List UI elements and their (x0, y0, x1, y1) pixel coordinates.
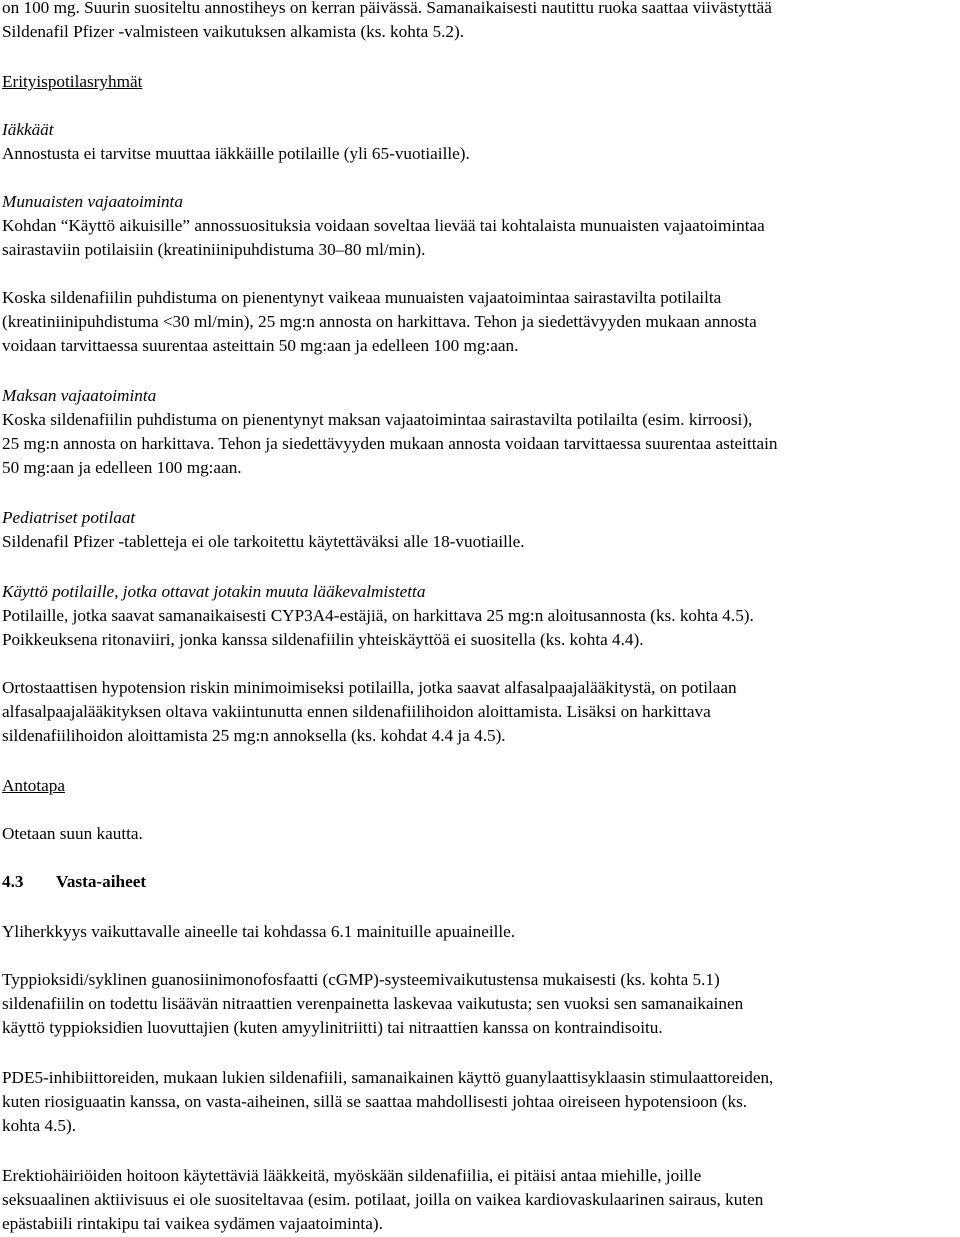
other-meds-para2-line: alfasalpaajalääkityksen oltava vakiintunutta ennen sildenafiilihoidon aloittamista. Lisäksi on harkittava (2, 702, 711, 721)
section-heading (2, 870, 146, 894)
contra-para3-line: PDE5-inhibiittoreiden, mukaan lukien sildenafiili, samanaikainen käyttö guanylaattisyklaasin stimulaattoreiden, (2, 1068, 774, 1087)
elderly-text: Annostusta ei tarvitse muuttaa iäkkäille potilaille (yli 65-vuotiaille). (2, 144, 470, 163)
other-meds-para1-line: Poikkeuksena ritonaviiri, jonka kanssa sildenafiilin yhteiskäyttöä ei suositella (ks. kohta 4.4). (2, 630, 644, 649)
renal-para2-line: Koska sildenafiilin puhdistuma on pienentynyt vaikeaa munuaisten vajaatoimintaa sairastavilta potilailta (2, 288, 722, 307)
contra-para3-line: kuten riosiguaatin kanssa, on vasta-aiheinen, sillä se saattaa mahdollisesti johtaa oireiseen hypotensioon (ks. (2, 1092, 748, 1111)
administration-text: Otetaan suun kautta. (2, 824, 143, 843)
section-title: Vasta-aiheet (56, 872, 147, 891)
administration-heading: Antotapa (2, 776, 66, 795)
other-meds-para2-line: Ortostaattisen hypotension riskin minimoimiseksi potilailla, jotka saavat alfasalpaajalääkitystä, on potilaan (2, 678, 737, 697)
other-meds-heading: Käyttö potilaille, jotka ottavat jotakin muuta lääkevalmistetta (2, 582, 426, 601)
hepatic-line: 25 mg:n annosta on harkittava. Tehon ja siedettävyyden mukaan annosta voidaan tarvittaessa suurentaa asteittain (2, 434, 778, 453)
other-meds-para2-line: sildenafiilihoidon aloittamista 25 mg:n annoksella (ks. kohdat 4.4 ja 4.5). (2, 726, 506, 745)
hepatic-heading: Maksan vajaatoiminta (2, 386, 157, 405)
renal-para1-line: sairastaviin potilaisiin (kreatiniinipuhdistuma 30–80 ml/min). (2, 240, 426, 259)
hepatic-line: Koska sildenafiilin puhdistuma on pienentynyt maksan vajaatoimintaa sairastavilta potilailta (esim. kirroosi), (2, 410, 753, 429)
contra-para3-line: kohta 4.5). (2, 1116, 76, 1135)
renal-para2-line: (kreatiniinipuhdistuma <30 ml/min), 25 mg:n annosta on harkittava. Tehon ja siedettävyyden mukaan annosta (2, 312, 757, 331)
hepatic-line: 50 mg:aan ja edelleen 100 mg:aan. (2, 458, 242, 477)
special-groups-heading: Erityispotilasryhmät (2, 72, 143, 91)
contra-para2-line: käyttö typpioksidien luovuttajien (kuten amyylinitriitti) tai nitraattien kanssa on kontraindisoitu. (2, 1018, 663, 1037)
renal-heading: Munuaisten vajaatoiminta (2, 192, 183, 211)
contra-para4-line: epästabiili rintakipu tai vaikea sydämen vajaatoiminta). (2, 1214, 383, 1233)
intro-line: on 100 mg. Suurin suositeltu annostiheys on kerran päivässä. Samanaikaisesti nautittu ruoka saattaa viivästyttää (2, 0, 772, 17)
section-number: 4.3 (2, 872, 24, 891)
contra-para2-line: Typpioksidi/syklinen guanosiinimonofosfaatti (cGMP)-systeemivaikutustensa mukaisesti (ks. kohta 5.1) (2, 970, 720, 989)
other-meds-para1-line: Potilaille, jotka saavat samanaikaisesti CYP3A4-estäjiä, on harkittava 25 mg:n aloitusannosta (ks. kohta 4.5). (2, 606, 754, 625)
contra-para4-line: Erektiohäiriöiden hoitoon käytettäviä lääkkeitä, myöskään sildenafiilia, ei pitäisi antaa miehille, joille (2, 1166, 702, 1185)
contra-para4-line: seksuaalinen aktiivisuus ei ole suositeltavaa (esim. potilaat, joilla on vaikea kardiovaskulaarinen sairaus, kuten (2, 1190, 764, 1209)
pediatric-heading: Pediatriset potilaat (2, 508, 136, 527)
intro-line: Sildenafil Pfizer -valmisteen vaikutuksen alkamista (ks. kohta 5.2). (2, 22, 465, 41)
pediatric-text: Sildenafil Pfizer -tabletteja ei ole tarkoitettu käytettäväksi alle 18-vuotiaille. (2, 532, 525, 551)
contra-para2-line: sildenafiilin on todettu lisäävän nitraattien verenpainetta laskevaa vaikutusta; sen vuoksi sen samanaikainen (2, 994, 744, 1013)
renal-para1-line: Kohdan “Käyttö aikuisille” annossuosituksia voidaan soveltaa lievää tai kohtalaista munuaisten vajaatoimintaa (2, 216, 765, 235)
contra-para1-line: Yliherkkyys vaikuttavalle aineelle tai kohdassa 6.1 mainituille apuaineille. (2, 922, 516, 941)
renal-para2-line: voidaan tarvittaessa suurentaa asteittain 50 mg:aan ja edelleen 100 mg:aan. (2, 336, 519, 355)
elderly-heading: Iäkkäät (2, 120, 54, 139)
